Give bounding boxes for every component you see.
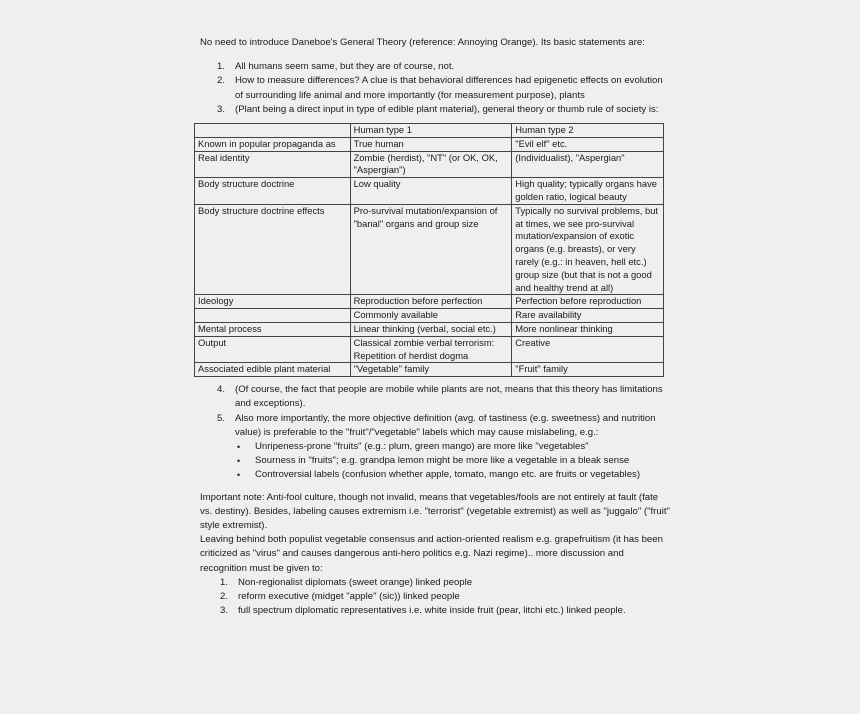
table-cell: Mental process xyxy=(195,322,351,336)
list-item: 3. full spectrum diplomatic representatives i.e. white inside fruit (pear, litchi etc.) linked people. xyxy=(220,605,626,617)
intro-paragraph: No need to introduce Daneboe's General Theory (reference: Annoying Orange). Its basic statements are: xyxy=(200,37,645,48)
table-cell: Known in popular propaganda as xyxy=(195,137,351,151)
table-row xyxy=(195,363,664,377)
table-row xyxy=(195,309,664,323)
table-cell: Perfection before reproduction xyxy=(512,295,664,309)
bullet-item: • Controversial labels (confusion whether apple, tomato, mango etc. are fruits or vegetables) xyxy=(235,468,670,482)
list-item: 2. reform executive (midget "apple" (sic)) linked people xyxy=(220,591,460,602)
list-item: 4. (Of course, the fact that people are mobile while plants are not, means that this theory has limitations and exceptions). xyxy=(217,384,663,410)
bullet-icon: • xyxy=(237,470,241,481)
bullet-icon: • xyxy=(237,441,241,452)
table-cell: More nonlinear thinking xyxy=(512,322,664,336)
table-cell: "Vegetable" family xyxy=(350,363,512,377)
table-cell: Body structure doctrine xyxy=(195,178,351,205)
table-cell: High quality; typically organs have golden ratio, logical beauty xyxy=(512,178,664,205)
table-row xyxy=(195,322,664,336)
table-row xyxy=(195,336,664,363)
list-item: 5. Also more importantly, the more objective definition (avg. of tastiness (e.g. sweetness) and nutrition value) is preferable to the "fruit"/"vegetable" labels which may cause mislabeling, e.g.: • Unripeness-prone "fruits" (e.g.: plum, green mango) are more like "vegetables" • Sourness in "fruits"; e.g. grandpa lemon might be more like a vegetable in a bleak sense • Controversial labels (confusion whether apple, tomato, mango etc. are fruits or vegetables) xyxy=(200,412,670,483)
table-cell: Linear thinking (verbal, social etc.) xyxy=(350,322,512,336)
recognition-paragraph: Leaving behind both populist vegetable consensus and action-oriented realism e.g. grapefruitism (it has been criticized as "virus" and causes dangerous anti-hero politics e.g. Nazi regime).. more discussion and recognition must be given to: xyxy=(200,534,663,574)
recognition-list xyxy=(200,576,670,619)
table-cell: Rare availability xyxy=(512,309,664,323)
document-page xyxy=(200,36,670,618)
table-row xyxy=(195,178,664,205)
list-item: 2. How to measure differences? A clue is that behavioral differences had epigenetic effects on evolution of surrounding life animal and more importantly (for measurement purpose), plants xyxy=(217,75,663,101)
bullet-icon: • xyxy=(237,456,241,467)
table-header-cell: Human type 1 xyxy=(350,124,512,138)
statements-list-continued xyxy=(200,383,670,482)
table-cell: (Individualist), "Aspergian" xyxy=(512,151,664,178)
table-row xyxy=(195,295,664,309)
list-item: 3. (Plant being a direct input in type of edible plant material), general theory or thumb rule of society is: xyxy=(217,103,659,115)
table-cell: Output xyxy=(195,336,351,363)
table-cell: True human xyxy=(350,137,512,151)
table-row xyxy=(195,204,664,295)
table-cell: Typically no survival problems, but at times, we see pro-survival mutation/expansion of exotic organs (e.g. breasts), or very rarely (e.g.: in heaven, hell etc.) group size (but that is not a good and healthy trend at all) xyxy=(512,204,664,295)
statements-list xyxy=(200,60,670,117)
table-header-row xyxy=(195,124,664,138)
table-cell: Reproduction before perfection xyxy=(350,295,512,309)
table-cell: Low quality xyxy=(350,178,512,205)
table-cell: Associated edible plant material xyxy=(195,363,351,377)
table-header-cell: Human type 2 xyxy=(512,124,664,138)
table-cell: "Fruit" family xyxy=(512,363,664,377)
table-cell: Pro-survival mutation/expansion of "banal" organs and group size xyxy=(350,204,512,295)
list-item: 1. All humans seem same, but they are of course, not. xyxy=(217,61,455,73)
table-cell: Commonly available xyxy=(350,309,512,323)
list-item: 1. Non-regionalist diplomats (sweet orange) linked people xyxy=(220,576,473,588)
table-cell xyxy=(195,309,351,323)
table-cell: Real identity xyxy=(195,151,351,178)
table-cell: Body structure doctrine effects xyxy=(195,204,351,295)
notes-section xyxy=(200,491,670,576)
table-cell: Creative xyxy=(512,336,664,363)
table-cell: Classical zombie verbal terrorism: Repetition of herdist dogma xyxy=(350,336,512,363)
table-cell: Ideology xyxy=(195,295,351,309)
table-cell: Zombie (herdist), "NT" (or OK, OK, "Aspergian") xyxy=(350,151,512,178)
table-row xyxy=(195,137,664,151)
important-note: Important note: Anti-fool culture, though not invalid, means that vegetables/fools are not entirely at fault (fate vs. destiny). Besides, labeling causes extremism i.e. "terrorist" (vegetable extremist) as well as "juggalo" ("fruit" style extremist). xyxy=(200,491,670,531)
bullet-list xyxy=(235,440,670,483)
bullet-item: • Sourness in "fruits"; e.g. grandpa lemon might be more like a vegetable in a bleak sense xyxy=(235,454,670,468)
table-cell: "Evil elf" etc. xyxy=(512,137,664,151)
table-cell xyxy=(195,124,351,138)
comparison-table xyxy=(194,123,664,377)
table-row xyxy=(195,151,664,178)
bullet-item: • Unripeness-prone "fruits" (e.g.: plum, green mango) are more like "vegetables" xyxy=(235,440,670,454)
